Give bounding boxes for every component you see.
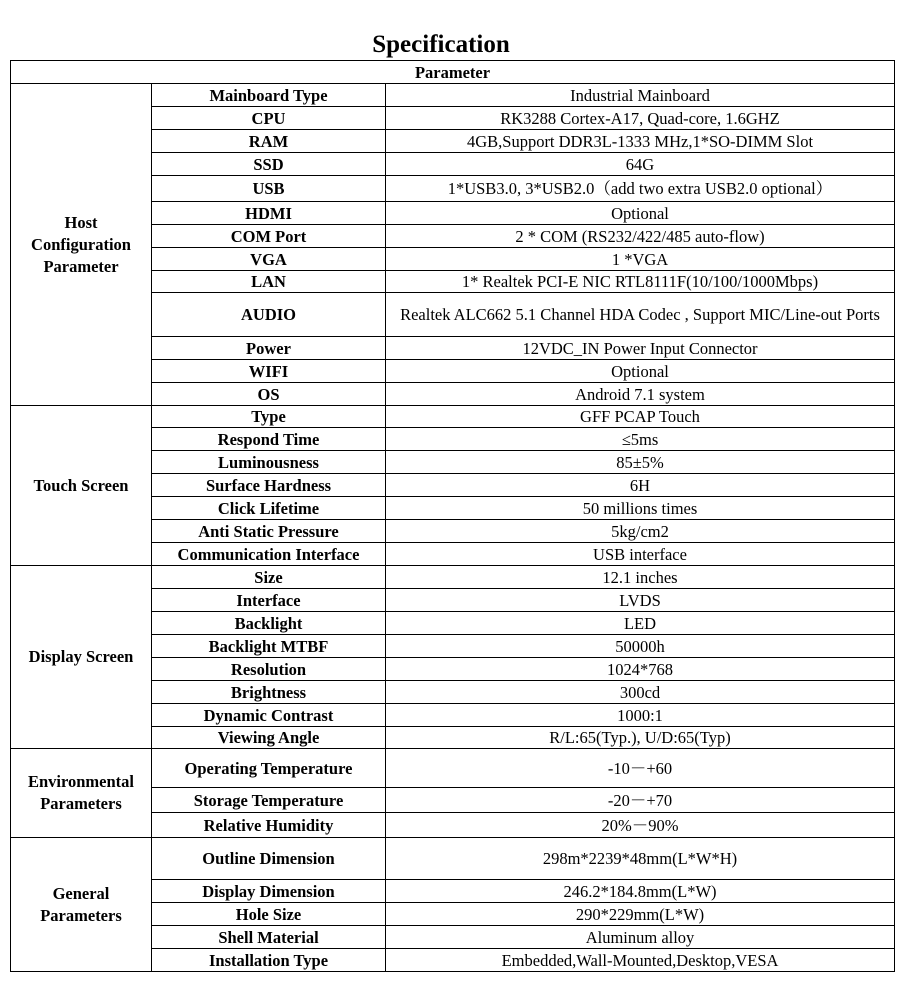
table-row — [11, 749, 895, 788]
parameter-name: Communication Interface — [152, 543, 386, 566]
group-label: Display Screen — [11, 566, 152, 749]
parameter-value: 1024*768 — [386, 658, 895, 681]
parameter-name: COM Port — [152, 225, 386, 248]
parameter-name: Luminousness — [152, 451, 386, 474]
parameter-name: HDMI — [152, 202, 386, 225]
parameter-name: AUDIO — [152, 293, 386, 337]
parameter-name: RAM — [152, 130, 386, 153]
parameter-value: 50000h — [386, 635, 895, 658]
parameter-value: 20%－90% — [386, 813, 895, 838]
page-title: Specification — [372, 31, 510, 58]
parameter-value: 1*USB3.0, 3*USB2.0（add two extra USB2.0 optional） — [386, 176, 895, 202]
header-row — [11, 61, 895, 84]
parameter-name: Resolution — [152, 658, 386, 681]
parameter-value: 12.1 inches — [386, 566, 895, 589]
parameter-value: 1 *VGA — [386, 248, 895, 271]
parameter-name: Display Dimension — [152, 880, 386, 903]
parameter-value: Industrial Mainboard — [386, 84, 895, 107]
parameter-value: 290*229mm(L*W) — [386, 903, 895, 926]
group-label: Touch Screen — [11, 406, 152, 566]
parameter-name: Operating Temperature — [152, 749, 386, 788]
parameter-name: Backlight MTBF — [152, 635, 386, 658]
specification-table — [10, 60, 895, 972]
parameter-name: VGA — [152, 248, 386, 271]
table-row — [11, 838, 895, 880]
parameter-value: 64G — [386, 153, 895, 176]
parameter-value: 1000:1 — [386, 704, 895, 727]
parameter-name: OS — [152, 383, 386, 406]
parameter-name: Click Lifetime — [152, 497, 386, 520]
parameter-name: Viewing Angle — [152, 727, 386, 749]
parameter-name: Shell Material — [152, 926, 386, 949]
parameter-value: Optional — [386, 360, 895, 383]
parameter-value: 298m*2239*48mm(L*W*H) — [386, 838, 895, 880]
parameter-value: LVDS — [386, 589, 895, 612]
parameter-value: Android 7.1 system — [386, 383, 895, 406]
parameter-value: 6H — [386, 474, 895, 497]
parameter-value: 85±5% — [386, 451, 895, 474]
parameter-value: Realtek ALC662 5.1 Channel HDA Codec , Support MIC/Line-out Ports — [386, 293, 895, 337]
parameter-value: ≤5ms — [386, 428, 895, 451]
parameter-value: 4GB,Support DDR3L-1333 MHz,1*SO-DIMM Slot — [386, 130, 895, 153]
group-label: Environmental Parameters — [11, 749, 152, 838]
parameter-name: SSD — [152, 153, 386, 176]
parameter-value: -10－+60 — [386, 749, 895, 788]
parameter-name: LAN — [152, 271, 386, 293]
parameter-name: Power — [152, 337, 386, 360]
parameter-name: Backlight — [152, 612, 386, 635]
parameter-name: Installation Type — [152, 949, 386, 972]
parameter-value: 246.2*184.8mm(L*W) — [386, 880, 895, 903]
parameter-value: R/L:65(Typ.), U/D:65(Typ) — [386, 727, 895, 749]
parameter-value: Embedded,Wall-Mounted,Desktop,VESA — [386, 949, 895, 972]
group-label: General Parameters — [11, 838, 152, 972]
parameter-name: Relative Humidity — [152, 813, 386, 838]
parameter-value: 5kg/cm2 — [386, 520, 895, 543]
parameter-value: Optional — [386, 202, 895, 225]
parameter-value: 2 * COM (RS232/422/485 auto-flow) — [386, 225, 895, 248]
table-row — [11, 566, 895, 589]
parameter-value: 1* Realtek PCI-E NIC RTL8111F(10/100/1000Mbps) — [386, 271, 895, 293]
parameter-value: -20－+70 — [386, 788, 895, 813]
parameter-value: GFF PCAP Touch — [386, 406, 895, 428]
parameter-name: Surface Hardness — [152, 474, 386, 497]
parameter-value: RK3288 Cortex-A17, Quad-core, 1.6GHZ — [386, 107, 895, 130]
parameter-name: WIFI — [152, 360, 386, 383]
parameter-name: USB — [152, 176, 386, 202]
parameter-value: USB interface — [386, 543, 895, 566]
parameter-name: Brightness — [152, 681, 386, 704]
parameter-value: 300cd — [386, 681, 895, 704]
header-cell: Parameter — [11, 61, 895, 84]
table-row — [11, 406, 895, 428]
parameter-name: CPU — [152, 107, 386, 130]
parameter-name: Interface — [152, 589, 386, 612]
parameter-value: Aluminum alloy — [386, 926, 895, 949]
parameter-value: 12VDC_IN Power Input Connector — [386, 337, 895, 360]
group-label: Host Configuration Parameter — [11, 84, 152, 406]
parameter-name: Anti Static Pressure — [152, 520, 386, 543]
parameter-name: Size — [152, 566, 386, 589]
parameter-name: Mainboard Type — [152, 84, 386, 107]
table-row — [11, 84, 895, 107]
parameter-name: Type — [152, 406, 386, 428]
parameter-name: Outline Dimension — [152, 838, 386, 880]
parameter-name: Respond Time — [152, 428, 386, 451]
parameter-name: Storage Temperature — [152, 788, 386, 813]
parameter-name: Hole Size — [152, 903, 386, 926]
parameter-value: 50 millions times — [386, 497, 895, 520]
parameter-value: LED — [386, 612, 895, 635]
parameter-name: Dynamic Contrast — [152, 704, 386, 727]
